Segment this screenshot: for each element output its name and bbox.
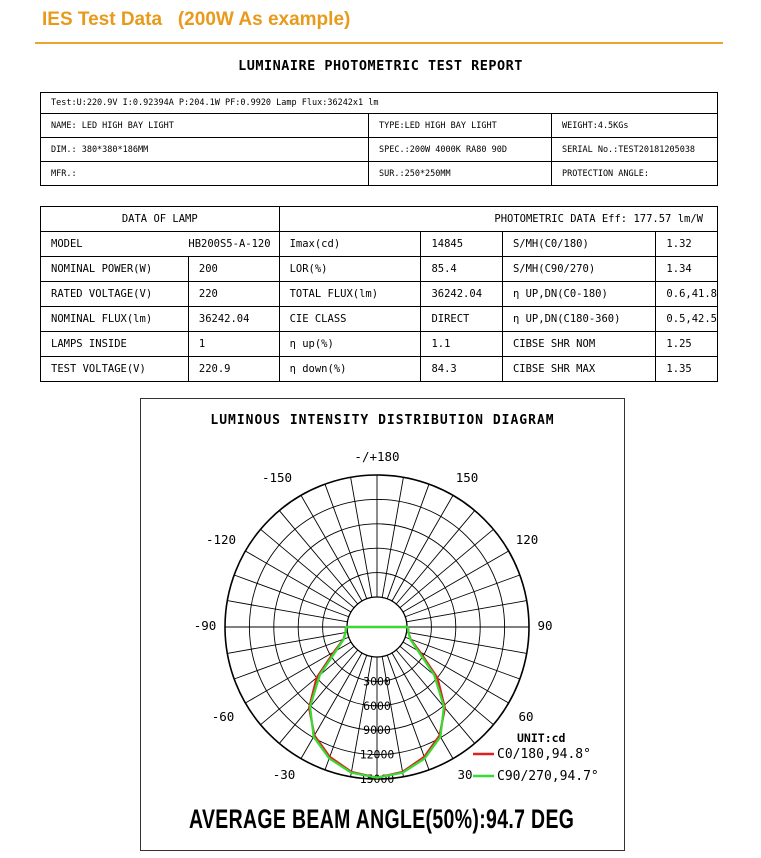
row-value: 220 bbox=[188, 282, 279, 307]
grid-spoke bbox=[407, 632, 527, 653]
row-label: LAMPS INSIDE bbox=[41, 332, 189, 357]
type-cell: TYPE:LED HIGH BAY LIGHT bbox=[369, 114, 552, 138]
angle-label: -90 bbox=[193, 618, 217, 633]
grid-spoke bbox=[325, 484, 367, 599]
row-value: 1.1 bbox=[421, 332, 503, 357]
luminaire-info-table bbox=[40, 92, 718, 186]
table-row bbox=[41, 282, 718, 307]
grid-spoke bbox=[400, 529, 493, 607]
grid-spoke bbox=[400, 646, 493, 724]
row-label: RATED VOLTAGE(V) bbox=[41, 282, 189, 307]
row-label: CIBSE SHR MAX bbox=[502, 357, 655, 382]
table-row bbox=[41, 357, 718, 382]
row-value: 1.34 bbox=[656, 257, 718, 282]
lamp-data-table bbox=[40, 206, 718, 382]
row-value: 1 bbox=[188, 332, 279, 357]
table-row bbox=[41, 93, 718, 114]
row-value: 84.3 bbox=[421, 357, 503, 382]
grid-spoke bbox=[234, 575, 349, 617]
ring-label: 3000 bbox=[363, 674, 391, 689]
legend-label: C0/180,94.8° bbox=[497, 747, 591, 762]
model-label: MODEL bbox=[41, 232, 189, 257]
grid-spoke bbox=[279, 650, 357, 743]
row-value: 0.5,42.5 bbox=[656, 307, 718, 332]
row-value: 1.25 bbox=[656, 332, 718, 357]
angle-label: -150 bbox=[261, 470, 293, 485]
model-value bbox=[188, 232, 279, 257]
angle-label: -/+180 bbox=[354, 449, 400, 464]
heading-rule bbox=[35, 42, 723, 44]
row-label: TEST VOLTAGE(V) bbox=[41, 357, 189, 382]
row-label: S/MH(C90/270) bbox=[502, 257, 655, 282]
smh0-value: 1.32 bbox=[656, 232, 718, 257]
ring-label: 12000 bbox=[359, 747, 395, 762]
serial-cell: SERIAL No.:TEST20181205038 bbox=[552, 138, 718, 162]
angle-label: 120 bbox=[515, 532, 539, 547]
table-row bbox=[41, 307, 718, 332]
report-title: LUMINAIRE PHOTOMETRIC TEST REPORT bbox=[238, 58, 523, 74]
photometric-data-header: PHOTOMETRIC DATA Eff: 177.57 lm/W bbox=[279, 207, 717, 232]
mfr-cell: MFR.: bbox=[41, 162, 369, 186]
unit-label: UNIT:cd bbox=[517, 731, 566, 745]
row-value: DIRECT bbox=[421, 307, 503, 332]
row-label: NOMINAL POWER(W) bbox=[41, 257, 189, 282]
ring-label: 9000 bbox=[363, 723, 391, 738]
row-value: 0.6,41.8 bbox=[656, 282, 718, 307]
intensity-diagram bbox=[140, 398, 625, 851]
legend-label: C90/270,94.7° bbox=[497, 769, 599, 784]
sur-cell: SUR.:250*250MM bbox=[369, 162, 552, 186]
row-label: CIE CLASS bbox=[279, 307, 421, 332]
grid-spoke bbox=[382, 477, 403, 597]
row-label: η UP,DN(C0-180) bbox=[502, 282, 655, 307]
angle-label: 30 bbox=[457, 767, 473, 782]
row-value: 1.35 bbox=[656, 357, 718, 382]
table-row bbox=[41, 114, 718, 138]
angle-label: 90 bbox=[537, 618, 553, 633]
grid-spoke bbox=[227, 632, 347, 653]
table-row bbox=[41, 332, 718, 357]
grid-spoke bbox=[279, 511, 357, 604]
grid-spoke bbox=[351, 477, 372, 597]
spec-cell: SPEC.:200W 4000K RA80 90D bbox=[369, 138, 552, 162]
lamp-data-header: DATA OF LAMP bbox=[41, 207, 280, 232]
imax-value: 14845 bbox=[421, 232, 503, 257]
test-conditions: Test:U:220.9V I:0.92394A P:204.1W PF:0.9920 Lamp Flux:36242x1 lm bbox=[41, 93, 718, 114]
angle-label: -30 bbox=[272, 767, 296, 782]
angle-label: 150 bbox=[455, 470, 479, 485]
protection-cell: PROTECTION ANGLE: bbox=[552, 162, 718, 186]
grid-spoke bbox=[387, 484, 429, 599]
row-value: 36242.04 bbox=[421, 282, 503, 307]
weight-cell: WEIGHT:4.5KGs bbox=[552, 114, 718, 138]
grid-spoke bbox=[261, 646, 354, 724]
row-value: 220.9 bbox=[188, 357, 279, 382]
dim-cell: DIM.: 380*380*186MM bbox=[41, 138, 369, 162]
row-value: 200 bbox=[188, 257, 279, 282]
row-label: η down(%) bbox=[279, 357, 421, 382]
grid-spoke bbox=[227, 601, 347, 622]
row-label: TOTAL FLUX(lm) bbox=[279, 282, 421, 307]
grid-spoke bbox=[396, 511, 474, 604]
ring-label: 15000 bbox=[359, 772, 395, 786]
diagram-title: LUMINOUS INTENSITY DISTRIBUTION DIAGRAM bbox=[210, 413, 555, 428]
page-heading: IES Test Data (200W As example) bbox=[42, 9, 351, 30]
name-cell: NAME: LED HIGH BAY LIGHT bbox=[41, 114, 369, 138]
row-value: 85.4 bbox=[421, 257, 503, 282]
table-row bbox=[41, 138, 718, 162]
row-value: 36242.04 bbox=[188, 307, 279, 332]
angle-label: -120 bbox=[205, 532, 237, 547]
angle-label: -60 bbox=[211, 709, 235, 724]
row-label: NOMINAL FLUX(lm) bbox=[41, 307, 189, 332]
row-label: η UP,DN(C180-360) bbox=[502, 307, 655, 332]
smh0-label: S/MH(C0/180) bbox=[502, 232, 655, 257]
row-label: LOR(%) bbox=[279, 257, 421, 282]
row-label: η up(%) bbox=[279, 332, 421, 357]
table-row bbox=[41, 162, 718, 186]
model-value-text: HB200S5-A-120 bbox=[188, 238, 271, 250]
imax-label: Imax(cd) bbox=[279, 232, 421, 257]
beam-angle-text: AVERAGE BEAM ANGLE(50%):94.7 DEG bbox=[189, 804, 575, 834]
grid-spoke bbox=[261, 529, 354, 607]
grid-spoke bbox=[405, 575, 520, 617]
polar-chart bbox=[141, 399, 624, 850]
table-row bbox=[41, 257, 718, 282]
grid-spoke bbox=[407, 601, 527, 622]
table-row bbox=[41, 232, 718, 257]
ring-label: 6000 bbox=[363, 698, 391, 713]
row-label: CIBSE SHR NOM bbox=[502, 332, 655, 357]
angle-label: 60 bbox=[518, 709, 534, 724]
grid-spoke bbox=[396, 650, 474, 743]
table-row bbox=[41, 207, 718, 232]
